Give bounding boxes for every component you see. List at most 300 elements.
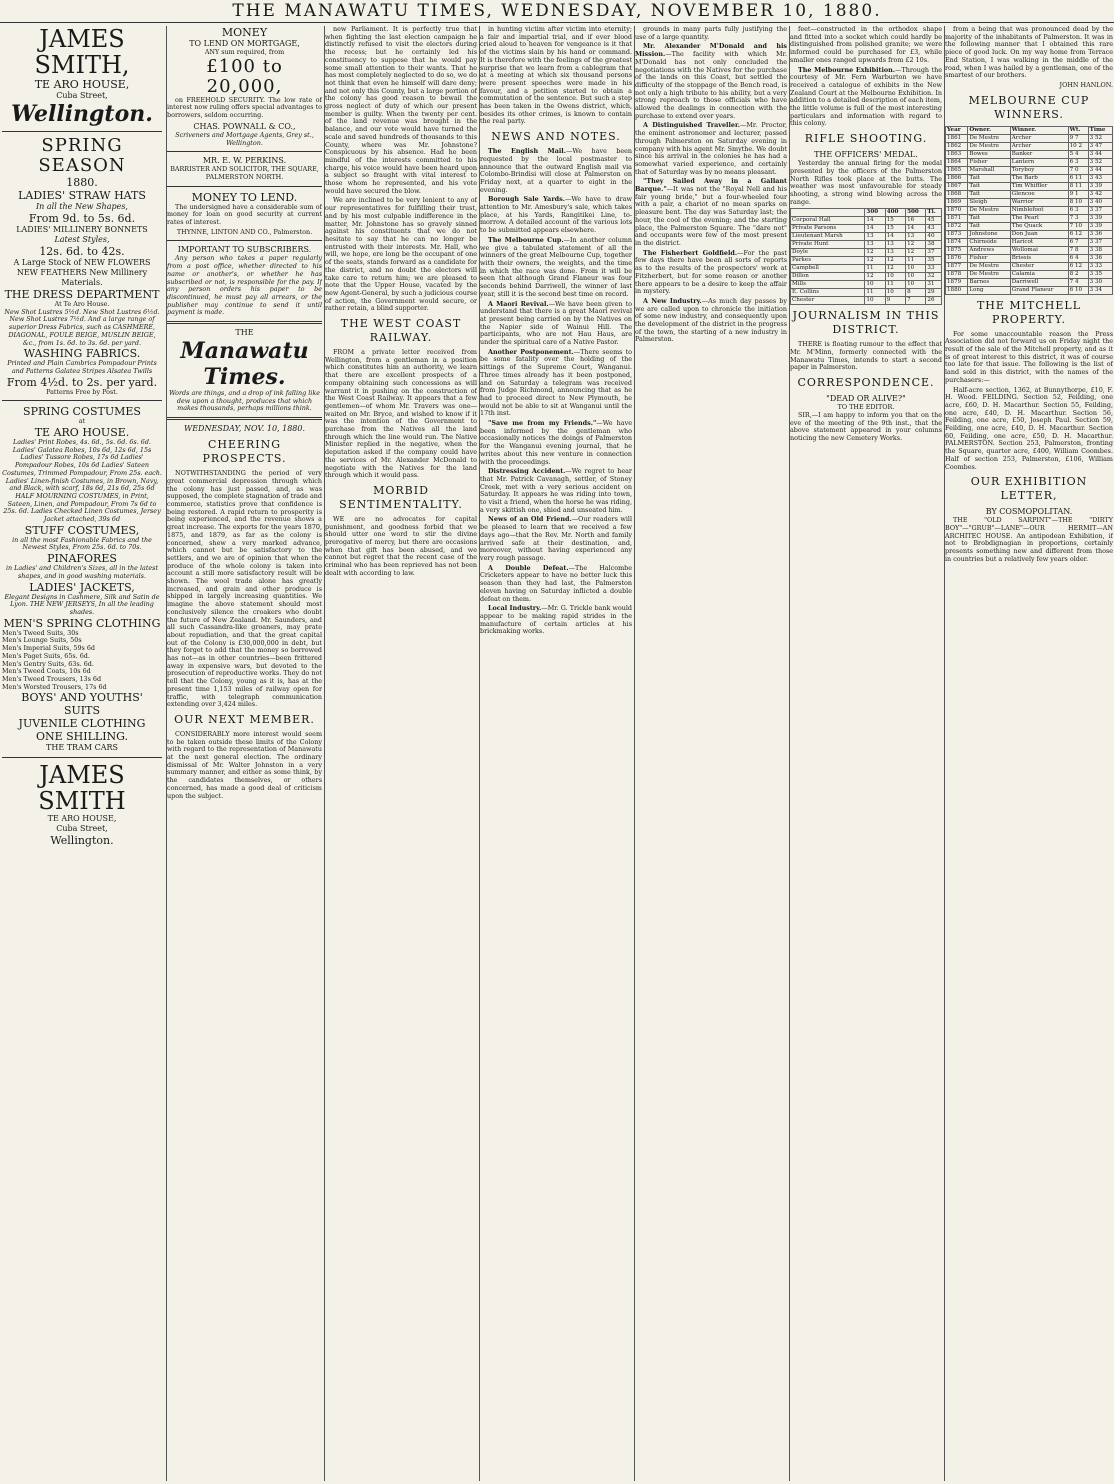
table-cell: 12: [865, 257, 885, 265]
west-coast-heading: THE WEST COAST RAILWAY.: [340, 317, 462, 345]
dress-lines: New Shot Lustres 5½d. New Shot Lustres 6½d. New Shot Lustres 7½d. And a large range of superior Dress Fabrics, such as CASHMERE, DIAGONAL, FOULE BEIGE, MUSLIN BEIGE, &c., from 1s. 6d. to 3s. 6d. per yard.: [4, 307, 160, 347]
news-item: [635, 250, 787, 296]
table-cell: Tait: [968, 214, 1010, 222]
table-cell: 45: [926, 217, 942, 225]
table-cell: 15: [885, 225, 905, 233]
table-cell: Doyle: [791, 249, 865, 257]
column-james-smith-ad: [2, 26, 162, 1481]
news-item: [790, 67, 942, 129]
table-row: [946, 206, 1113, 214]
mens-item: Men's Imperial Suits, 59s 6d: [2, 644, 95, 653]
mens-list: [2, 630, 162, 692]
stuff-heading: STUFF COSTUMES,: [24, 523, 140, 537]
table-cell: 3 33: [1088, 262, 1112, 270]
news-item: [480, 420, 632, 466]
article-body: feet—constructed in the orthodox shape and fitted into a socket which could hardly be distinguished from polished granite; we were informed could be purchased for £3, while smaller ones ranged upwards from £2 10s.: [790, 26, 942, 64]
member-heading: OUR NEXT MEMBER.: [174, 712, 315, 726]
money-sub: TO LEND ON MORTGAGE,: [189, 39, 300, 48]
table-cell: 8: [906, 289, 926, 297]
season-year: 1880.: [66, 176, 98, 189]
table-cell: Haricot: [1010, 238, 1068, 246]
exhibition-heading: OUR EXHIBITION LETTER,: [970, 475, 1088, 503]
news-heading: NEWS AND NOTES.: [491, 130, 621, 144]
table-cell: 1874: [946, 238, 968, 246]
table-cell: 6 12: [1068, 230, 1088, 238]
table-row: [946, 270, 1113, 278]
table-cell: De Mestre: [968, 270, 1010, 278]
table-cell: Marshall: [968, 166, 1010, 174]
table-row: [946, 134, 1113, 142]
table-cell: De Mestre: [968, 134, 1010, 142]
table-cell: 1878: [946, 270, 968, 278]
dead-or-alive: "DEAD OR ALIVE?": [826, 394, 906, 404]
spring-costumes-heading: SPRING COSTUMES: [23, 405, 141, 419]
table-cell: 3 35: [1088, 270, 1112, 278]
rifle-body: Yesterday the annual firing for the medal presented by the officers of the Palmerston North Rifles took place at the butts. The weather was most unfavourable for steady shooting, a strong wind blowing across the range.: [790, 159, 942, 206]
table-cell: 1866: [946, 174, 968, 182]
table-cell: 1880: [946, 286, 968, 294]
pinafores-note: in Ladies' and Children's Sizes, all in the latest shapes, and in good washing materials.: [5, 564, 159, 580]
table-cell: 7 0: [1068, 166, 1088, 174]
news-item-title: Local Industry.: [488, 604, 542, 613]
cup-heading: MELBOURNE CUP WINNERS.: [968, 93, 1090, 121]
rifle-score-table: [790, 208, 942, 305]
divider: [2, 400, 162, 401]
table-cell: 13: [865, 233, 885, 241]
table-cell: Fisher: [968, 254, 1010, 262]
article-body: We are inclined to be very lenient to any of our representatives for fulfilling their trust, and by his most culpable indifference in the matter, Mr. Johnstone has so gravely sinned against his constituents that we do not hesitate to say that he can no longer be entrusted with their interests. Mr. Hall, who will, we hope, ere long be the occupant of one of the seats, stands forward as a candidate for the district, and no doubt the electors will take care to return him; we are pleased to note that the Upper House, vacated by the new Agent-General, by such a judicious course of action, the Government would secure, or rather retain, a blind supporter.: [325, 196, 477, 313]
column-2: [166, 26, 322, 1481]
table-header-cell: 300: [865, 209, 885, 217]
news-item-text: —Through the courtesy of Mr. Fern Warburton we have received a catalogue of exhibits in the New Zealand Court at the Melbourne Exhibition. In addition to a detailed description of each item, the little volume is full of the most interesting particulars and information with regard to this colony.: [790, 65, 942, 128]
news-item-text: —Mr. G. Trickle bank would appear to be making rapid strides in the manufacture of certain articles at his brickmaking works.: [480, 604, 632, 636]
news-item: [635, 178, 787, 247]
table-header-cell: Wt.: [1068, 126, 1088, 134]
table-cell: Don Juan: [1010, 230, 1068, 238]
table-cell: 3 37: [1088, 238, 1112, 246]
money-body: on FREEHOLD SECURITY. The low rate of interest now ruling offers special advantages to borrowers, seldom occurring.: [167, 95, 322, 120]
table-cell: 10: [906, 273, 926, 281]
table-cell: 12: [885, 265, 905, 273]
table-cell: 3 34: [1088, 286, 1112, 294]
news-item-text: —We have to draw attention to Mr. Amesbury's sale, which takes place, at his Yards, Rangitikei Line, to-morrow. A detailed account of the various lots to be submitted appears elsewhere.: [480, 195, 632, 235]
table-cell: 11: [906, 257, 926, 265]
news-item-text: —Our readers will be pleased to learn that we received a few days ago—that the Rev. Mr. North and family arrived safe at their destination, and, moreover, without having experienced any very rough passage.: [480, 515, 632, 562]
news-item-text: —Mr. Proctor, the eminent astronomer and lecturer, passed through Palmerston on Saturday evening in company with his agent Mr. Smythe. We doubt since his arrival in the colonies he has had a somewhat varied experience, and certainly that of Saturday was by no means pleasant.: [635, 121, 787, 176]
table-cell: 3 44: [1088, 150, 1112, 158]
news-item-title: A New Industry.: [643, 296, 702, 305]
table-cell: Nimblefoot: [1010, 206, 1068, 214]
news-item-title: "Save me from my Friends.": [488, 419, 597, 428]
table-cell: 3 39: [1088, 222, 1112, 230]
column-4: [479, 26, 632, 1481]
table-row: [946, 214, 1113, 222]
divider: [167, 321, 322, 324]
table-cell: De Mestre: [968, 206, 1010, 214]
money-heading: MONEY: [221, 26, 268, 39]
news-item-title: Distressing Accident.: [488, 467, 566, 476]
city-2: Wellington.: [50, 834, 114, 848]
news-item-title: A Distinguished Traveller.: [643, 121, 740, 130]
news-item-title: The Melbourne Exhibition.: [798, 65, 896, 74]
dateline: WEDNESDAY, NOV. 10, 1880.: [183, 424, 306, 434]
table-cell: Toryboy: [1010, 166, 1068, 174]
table-header-cell: Winner.: [1010, 126, 1068, 134]
table-cell: 11: [865, 289, 885, 297]
table-cell: 10: [906, 265, 926, 273]
table-cell: 3 36: [1088, 254, 1112, 262]
divider: [167, 240, 322, 241]
table-cell: 1871: [946, 214, 968, 222]
table-cell: 6 11: [1068, 174, 1088, 182]
paper-motto: Words are things, and a drop of ink falling like dew upon a thought, produces that which makes thousands, perhaps millions think.: [169, 389, 320, 413]
news-item: [480, 605, 632, 636]
table-cell: 3 47: [1088, 142, 1112, 150]
table-cell: 1877: [946, 262, 968, 270]
news-item-text: —As much day passes by we are called upon to chronicle the initiation of some new industry, and consequently upon the development of the district in the progress of the town, the starting of a new industry in Palmerston.: [635, 296, 787, 344]
rifle-heading: RIFLE SHOOTING.: [804, 132, 928, 146]
jackets-note: Elegant Designs in Cashmere, Silk and Satin de Lyon. THE NEW JERSEYS, In all the leading shades.: [4, 592, 160, 616]
table-cell: Calamia: [1010, 270, 1068, 278]
mens-heading: MEN'S SPRING CLOTHING: [3, 616, 161, 630]
table-cell: 3 39: [1088, 214, 1112, 222]
table-cell: Andrews: [968, 246, 1010, 254]
table-cell: 7 4: [1068, 278, 1088, 286]
table-cell: 37: [926, 249, 942, 257]
mens-item: Men's Tweed Trousers, 13s 6d: [2, 674, 102, 683]
table-row: [946, 198, 1113, 206]
news-item-title: The English Mail.: [488, 147, 566, 156]
mitchell-heading: THE MITCHELL PROPERTY.: [976, 298, 1082, 326]
table-cell: 1868: [946, 190, 968, 198]
thynne-linton: THYNNE, LINTON AND CO., Palmerston.: [176, 227, 313, 236]
table-cell: Corporal Hall: [791, 217, 865, 225]
patterns-note: Patterns Free by Post.: [46, 387, 118, 396]
table-cell: 3 52: [1088, 134, 1112, 142]
table-header-cell: 500: [906, 209, 926, 217]
table-cell: 3 36: [1088, 230, 1112, 238]
mitchell-body: For some unaccountable reason the Press Association did not forward us on Friday night the result of the sale of the Mitchell property, and as it is of great interest to this district, it was of course too late for that issue. The following is the list of land sold in this district, with the names of the purchasers:—: [945, 329, 1113, 384]
dress-note: At Te Aro House.: [54, 300, 110, 308]
divider: [2, 757, 162, 758]
table-row: [791, 257, 942, 265]
table-cell: Dillon: [791, 273, 865, 281]
table-cell: Briseis: [1010, 254, 1068, 262]
news-item: [480, 516, 632, 562]
news-item-title: The Melbourne Cup.: [488, 235, 564, 244]
table-cell: 3 42: [1088, 190, 1112, 198]
news-item: [480, 565, 632, 604]
table-cell: 7 10: [1068, 222, 1088, 230]
table-cell: 1864: [946, 158, 968, 166]
news-item-text: —It was not the "Royal Nell and his fair young bride," but a four-wheeled four with a pair, a chariot of no mean sparks on pleasure bent. The day was Saturday last; the hour, the cool of the evening; and the starting place, the Palmerston Square. The "dare not" and occupants were few of the most present in the district.: [635, 185, 787, 247]
important-body: Any person who takes a paper regularly from a post office, whether directed to his name or another's, or whether he has subscribed or not, is responsible for the pay. If any person orders his paper to be discontinued, he must pay all arrears, or the publisher may continue to send it until payment is made.: [167, 254, 322, 317]
table-row: [791, 297, 942, 305]
table-cell: E. Collins: [791, 289, 865, 297]
table-row: [946, 286, 1113, 294]
perkins-note: BARRISTER AND SOLICITOR, THE SQUARE, PALMERSTON NORTH.: [170, 165, 319, 181]
mens-item: Men's Tweed Coats, 10s 6d: [2, 667, 91, 676]
news-item-title: Another Postponement.: [488, 347, 574, 356]
news-item-text: —In another column we give a tabulated statement of all the winners of the great Melbourne Cup, together with their owners, the weights, and the time in which the race was done. From it will be seen that although Grand Flaneur was four seconds behind Darriwell, the winner of last year, still it is the second best time on record.: [480, 235, 632, 298]
city: Wellington.: [11, 101, 153, 127]
firm-name-2: JAMES SMITH: [38, 761, 126, 816]
table-cell: 12: [865, 249, 885, 257]
table-cell: Darriwell: [1010, 278, 1068, 286]
table-header-cell: Year: [946, 126, 968, 134]
table-cell: 1872: [946, 222, 968, 230]
table-cell: Grand Flaneur: [1010, 286, 1068, 294]
to-editor: TO THE EDITOR.: [837, 403, 895, 412]
table-cell: 10: [865, 297, 885, 305]
table-cell: 10: [906, 281, 926, 289]
news-item-title: A Double Defeat.: [488, 563, 569, 572]
perkins-heading: MR. E. W. PERKINS.: [202, 156, 287, 166]
table-row: [946, 278, 1113, 286]
divider: [167, 151, 322, 152]
table-cell: 1865: [946, 166, 968, 174]
the-label: THE: [235, 328, 254, 338]
jackets-heading: LADIES' JACKETS,: [29, 580, 135, 594]
table-cell: Tait: [968, 222, 1010, 230]
flowers-text: A Large Stock of NEW FLOWERS NEW FEATHERS New Millinery Materials.: [13, 258, 151, 287]
table-cell: 11: [885, 281, 905, 289]
divider: [167, 417, 322, 420]
washing-price: From 4½d. to 2s. per yard.: [6, 375, 158, 389]
table-header-row: [791, 209, 942, 217]
table-cell: 3 52: [1088, 158, 1112, 166]
cheering-heading: CHEERING PROSPECTS.: [202, 438, 287, 466]
table-cell: 1869: [946, 198, 968, 206]
column-3: [324, 26, 477, 1481]
table-cell: 1867: [946, 182, 968, 190]
table-header-cell: Owner.: [968, 126, 1010, 134]
journalism-body: THERE is floating rumour to the effect that Mr. M'Minn, formerly connected with the Manawatu Times, intends to start a second paper in Palmerston.: [790, 340, 942, 372]
table-cell: 14: [885, 233, 905, 241]
boys-heading: BOYS' AND YOUTHS' SUITS: [21, 691, 143, 718]
table-cell: 16: [906, 217, 926, 225]
table-cell: Johnstone: [968, 230, 1010, 238]
news-item-title: "They Sailed Away in a Gallant Barque.": [635, 177, 787, 194]
table-cell: 1875: [946, 246, 968, 254]
news-item-title: News of an Old Friend.: [488, 515, 572, 524]
table-cell: Fisher: [968, 158, 1010, 166]
table-cell: 3 39: [1088, 182, 1112, 190]
correspondence-heading: CORRESPONDENCE.: [797, 376, 935, 390]
table-cell: Chirnside: [968, 238, 1010, 246]
table-cell: 40: [926, 233, 942, 241]
table-row: [946, 174, 1113, 182]
table-cell: 3 43: [1088, 174, 1112, 182]
table-cell: 10: [885, 273, 905, 281]
paper-title: Manawatu Times.: [180, 338, 309, 391]
table-cell: 3 40: [1088, 198, 1112, 206]
table-row: [946, 166, 1113, 174]
hats-price: From 9d. to 5s. 6d.: [28, 212, 136, 225]
table-cell: 35: [926, 257, 942, 265]
exhibition-body: THE "OLD SARPINT"—THE "DIRTY BOY"—"GRUB"—LANE"—OUR HERMIT—AN ARCHITEC HOUSE. An antipodean Exhibition, if not to Brobdignagian in proportions, certainly presents something new and different from those in countries but a relatively few years older.: [945, 516, 1113, 563]
table-row: [791, 217, 942, 225]
table-cell: 1876: [946, 254, 968, 262]
news-item: [480, 349, 632, 418]
table-cell: 26: [926, 297, 942, 305]
table-row: [791, 233, 942, 241]
table-cell: 3 30: [1088, 278, 1112, 286]
table-cell: 29: [926, 289, 942, 297]
table-cell: 1862: [946, 142, 968, 150]
table-cell: Tait: [968, 174, 1010, 182]
table-row: [946, 222, 1113, 230]
news-item-text: —We have been requested by the local postmaster to announce that the outward English mail via Colombo-Brindisi will close at Palmerston on Friday next, at a quarter to eight in the evening.: [480, 147, 632, 194]
table-cell: The Quack: [1010, 222, 1068, 230]
table-cell: 3 37: [1088, 206, 1112, 214]
table-row: [946, 246, 1113, 254]
table-row: [946, 150, 1113, 158]
table-cell: 1879: [946, 278, 968, 286]
cup-table: [945, 126, 1113, 295]
table-cell: 12: [865, 273, 885, 281]
table-cell: Lieutenant Marsh: [791, 233, 865, 241]
te-aro-house-heading: TE ARO HOUSE.: [34, 426, 130, 440]
table-row: [791, 273, 942, 281]
table-cell: 14: [865, 217, 885, 225]
table-cell: Wollomai: [1010, 246, 1068, 254]
table-cell: Archer: [1010, 134, 1068, 142]
table-row: [791, 281, 942, 289]
table-cell: 13: [906, 233, 926, 241]
table-cell: Chester: [1010, 262, 1068, 270]
table-cell: 6 4: [1068, 254, 1088, 262]
table-cell: 12: [885, 257, 905, 265]
table-cell: 3 38: [1088, 246, 1112, 254]
table-cell: Barnes: [968, 278, 1010, 286]
table-cell: 6 7: [1068, 238, 1088, 246]
robes-list: Ladies' Print Robes, 4s. 6d., 5s. 6d. 6s. 6d. Ladies' Galatea Robes, 10s 6d, 12s 6d, 15s Ladies' Tussore Robes, 17s 6d Ladies' Pompadour Robes, 10s 6d Ladies' Sateen Costumes, Trimmed Pompadour, From 25s. each. Ladies' Linen-finish Costumes, in Brown, Navy, and Black, with scarf, 18s 6d, 21s 6d, 25s 6d HALF MOURNING COSTUMES, in Print, Sateen, Linen, and Pompadour, From 7s 6d to 25s. 6d. Ladies Checked Linen Costumes, Jersey Jacket attached, 39s 6d: [2, 438, 162, 524]
cheering-body: NOTWITHSTANDING the period of very great commercial depression through which the colony has just passed, and, as was supposed, the complete stagnation of trade and commerce, statistics prove that confidence is being restored. A rapid return to prosperity is being experienced, and the revenue shows a great increase. The exports for the years 1870, 1875, and 1879, as far as the colony is concerned, shew a very marked advance, which cannot but be satisfactory to the settlers, and we are of opinion that when the produce of the whole colony is taken into account a still more satisfactory result will be shown. The wool trade alone has greatly increased, and grain and other produce is shipped in largely increasing quantities. We imagine the above statement should most conclusively silence the croakers who doubt the future of New Zealand. Mr. Saunders, and all such Cassandra-like groaners, may prate about repudiation, and that the great capital out of the Colony is £30,000,000 in debt, but they forget to add that the money so borrowed has not—as in other countries—been frittered away in expensive wars, but devoted to the prosecution of reproductive works. They do not tell that the Colony, young as it is, has at the present time 1,153 miles of railway open for traffic, with telegraph communication extending over 3,424 miles.: [167, 469, 322, 709]
news-item-text: —We have been informed by the gentleman who occasionally notices the doings of Palmerston for the Wanganui evening journal, that he writes about this new venture in connection with the proceedings.: [480, 419, 632, 466]
important-heading: IMPORTANT TO SUBSCRIBERS.: [177, 245, 312, 255]
table-row: [946, 190, 1113, 198]
table-cell: 1861: [946, 134, 968, 142]
journalism-heading: JOURNALISM IN THIS DISTRICT.: [792, 309, 940, 337]
table-cell: 1863: [946, 150, 968, 158]
table-cell: The Barb: [1010, 174, 1068, 182]
article-body: in hunting victim after victim into eternity; a fair and impartial trial, and if ever blood cried aloud to heaven for vengeance is it that of the victims slain by his hand or command. It is therefore with the feelings of the greatest surprise that we learn from a cablegram that at a meeting at which six thousand persons were present speeches were made in his favour, and a petition started to obtain a commutation of the sentence. But such a step has been taken in the Owens district, which, besides its other crimes, is known to contain the real party.: [480, 26, 632, 126]
table-row: [946, 182, 1113, 190]
table-cell: 6 12: [1068, 262, 1088, 270]
news-item: [480, 468, 632, 514]
table-cell: 6 3: [1068, 206, 1088, 214]
money-amount: £100 to 20,000,: [206, 55, 283, 97]
morbid-heading: MORBID SENTIMENTALITY.: [339, 483, 463, 511]
table-row: [946, 238, 1113, 246]
table-cell: Bowes: [968, 150, 1010, 158]
at-label: at: [78, 417, 86, 426]
table-cell: Long: [968, 286, 1010, 294]
morbid-body: WE are no advocates for capital punishment, and goodness forbid that we should utter one word to stir the divine prerogative of mercy, but there are occasions when that gift has been abused, and we cannot but regret that the recent case of the criminal who has been reprieved has not been dealt with according to law.: [325, 514, 477, 577]
washing-heading: WASHING FABRICS.: [23, 347, 141, 361]
hats-heading: LADIES' STRAW HATS: [18, 189, 146, 202]
table-cell: 38: [926, 241, 942, 249]
table-row: [791, 289, 942, 297]
one-shilling: ONE SHILLING.: [35, 730, 129, 744]
table-cell: De Mestre: [968, 262, 1010, 270]
news-item-title: Borough Sale Yards.: [488, 195, 565, 204]
table-row: [946, 262, 1113, 270]
table-cell: 13: [885, 249, 905, 257]
table-cell: 12: [906, 241, 926, 249]
table-cell: 5 4: [1068, 150, 1088, 158]
table-cell: 15: [885, 217, 905, 225]
table-cell: Mills: [791, 281, 865, 289]
table-cell: Tim Whiffler: [1010, 182, 1068, 190]
chas-pownall: CHAS. POWNALL & CO.,: [193, 121, 296, 131]
bonnets-price: 12s. 6d. to 42s.: [39, 245, 125, 258]
money-text: ANY sum required, from: [204, 48, 285, 56]
table-cell: Sleigh: [968, 198, 1010, 206]
table-row: [791, 241, 942, 249]
table-cell: 1873: [946, 230, 968, 238]
letter-body: SIR,—I am happy to inform you that on the eve of the meeting of the 9th inst., that the above statement appeared in your columns noticing the new Cemetery Works.: [790, 410, 942, 442]
table-cell: Tait: [968, 182, 1010, 190]
table-cell: 7 3: [1068, 214, 1088, 222]
table-header-cell: Tl.: [926, 209, 942, 217]
article-body: grounds in many parts fully justifying the use of a large quantity.: [635, 26, 787, 41]
table-cell: Private Parsons: [791, 225, 865, 233]
news-item: [635, 122, 787, 176]
table-cell: 9 1: [1068, 190, 1088, 198]
lend-heading: MONEY TO LEND.: [191, 190, 298, 204]
table-header-cell: [791, 209, 865, 217]
table-cell: 7 8: [1068, 246, 1088, 254]
news-item: [480, 301, 632, 347]
news-item-text: —We have been given to understand that there is a great Maori revival at present being carried on by the Natives on the Napier side of Wainui Hill. The participants, who are not Hau Haus, are under the spiritual care of a Native Pastor.: [480, 299, 632, 347]
table-cell: Parkes: [791, 257, 865, 265]
table-header-cell: Time: [1088, 126, 1112, 134]
table-row: [791, 249, 942, 257]
mens-item: Men's Lounge Suits, 50s: [2, 636, 82, 645]
table-cell: Private Hunt: [791, 241, 865, 249]
news-item-text: —There seems to be some fatality over the holding of the sittings of the Supreme Court, Wanganui. Three times already has it been postponed, and on Saturday a telegram was received from Judge Richmond, announcing that as he had to proceed direct to New Plymouth, he would not be able to sit at Wanganui until the 17th inst.: [480, 347, 632, 418]
mitchell-lines: Half-acre section, 1362, at Bunnythorpe, £10, F. H. Wood. FEILDING. Section 52, Feilding, one acre, £60, D. H. Macarthur. Section 55, Feilding, one acre, £40, D. H. Macarthur. Section 56, Feilding, one acre, £50, Joseph Paul. Section 59, Feilding, one acre, £40, D. H. Macarthur. Section 60, Feilding, one acre, £50, D. H. Macarthur. PALMERSTON. Section 253, Palmerston, fronting the Square, quarter acre, £400, William Coombes. Half of section 253, Palmerston, £106, William Coombes.: [945, 385, 1113, 471]
table-row: [946, 158, 1113, 166]
west-coast-body: FROM a private letter received from Wellington, from a gentleman in a position which constitutes him an authority, we learn that there are excellent prospects of a company obtaining such concessions as will warrant it in pushing on the construction of the West Coast Railway. It appears that a few gentlemen—of whom Mr. Travers was one—waited on Mr. Bryce, and wished to know if it was the intention of the Government to purchase from the Natives all the land through which the line would run. The Native Minister replied in the negative, when the deputation asked if the company could have the services of Mr. Alexander McDonald to negotiate with the Natives for the land through which it would pass.: [325, 348, 477, 480]
member-body: CONSIDERABLY more interest would seem to be taken outside these limits of the Colony with regard to the representation of Manawatu at the next general election. The ordinary dismissal of Mr. Walter Johnston in a very summary manner, and either as some think, by the candidates themselves, or others concerned, has made a good deal of criticism upon the subject.: [167, 729, 322, 800]
divider: [167, 186, 322, 187]
news-item-title: The Fisherbert Goldfield.: [643, 248, 738, 257]
table-row: [791, 225, 942, 233]
table-cell: 10: [885, 289, 905, 297]
bonnets-heading: LADIES' MILLINERY BONNETS: [16, 225, 148, 234]
table-cell: 31: [926, 281, 942, 289]
table-cell: Glencoe: [1010, 190, 1068, 198]
table-cell: Campbell: [791, 265, 865, 273]
table-cell: 1870: [946, 206, 968, 214]
table-cell: 14: [865, 225, 885, 233]
news-item: [480, 196, 632, 235]
table-row: [946, 230, 1113, 238]
table-cell: 32: [926, 273, 942, 281]
table-row: [791, 265, 942, 273]
news-item-title: Mr. Alexander M'Donald and his Mission.: [635, 42, 787, 59]
table-cell: 7: [906, 297, 926, 305]
news-item: [635, 43, 787, 120]
table-cell: 14: [906, 225, 926, 233]
table-cell: 12: [906, 249, 926, 257]
column-6: [789, 26, 942, 1481]
street-2: Cuba Street,: [56, 824, 108, 834]
store-name-2: TE ARO HOUSE,: [47, 814, 117, 824]
